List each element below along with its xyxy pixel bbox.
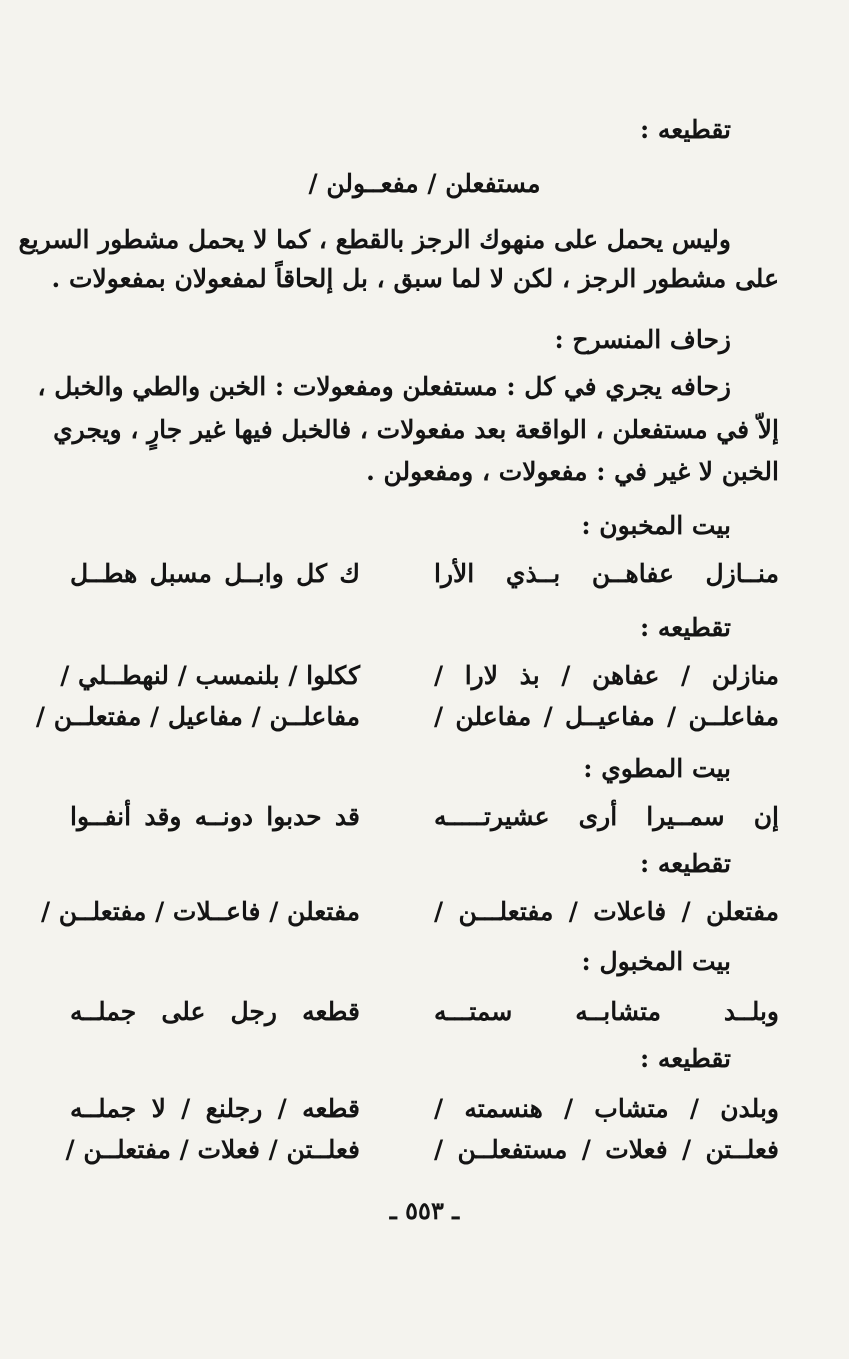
scansion-second-half: مفتعلن / فاعــلات / مفتعلــن /	[40, 897, 360, 926]
verse-heading-matwi: بيت المطوي :	[583, 754, 731, 783]
verse-second-hemistich: قد حدبوا دونــه وقد أنفــوا	[70, 802, 360, 831]
paragraph-line: وليس يحمل على منهوك الرجز بالقطع ، كما لا يحمل مشطور السريع	[18, 225, 731, 254]
scansion-second-half: ككلوا / بلنمسب / لنهطــلي /	[60, 661, 360, 690]
scansion-row	[70, 1092, 779, 1126]
section-heading-munsarih: زحاف المنسرح :	[554, 325, 731, 354]
scansion-first-half: وبلدن / متشاب / هنسمته /	[434, 1094, 779, 1123]
scansion-second-half: مفاعلــن / مفاعيل / مفتعلــن /	[35, 702, 360, 731]
scansion-row	[40, 895, 779, 929]
verse-heading-makhbul: بيت المخبول :	[581, 947, 731, 976]
scansion-first-half: مفتعلن / فاعلات / مفتعلـــن /	[434, 897, 779, 926]
scansion-line: مستفعلن / مفعــولن /	[308, 169, 541, 198]
scansion-row	[35, 700, 779, 734]
paragraph-line: الخبن لا غير في : مفعولات ، ومفعولن .	[366, 457, 779, 486]
paragraph-line: زحافه يجري في كل : مستفعلن ومفعولات : الخبن والطي والخبل ،	[37, 372, 731, 401]
scansion-first-half: فعلــتن / فعلات / مستفعلــن /	[434, 1135, 779, 1164]
scansion-heading: تقطيعه :	[639, 613, 731, 642]
verse-heading-makhbun: بيت المخبون :	[581, 511, 731, 540]
verse-second-hemistich: ك كل وابــل مسبل هطــل	[70, 559, 360, 588]
verse-first-hemistich: إن سمــيرا أرى عشيرتـــــه	[434, 802, 779, 831]
page-number: ـ ٥٥٣ ـ	[389, 1196, 460, 1225]
verse-makhbul	[70, 995, 779, 1029]
scansion-row	[65, 1133, 779, 1167]
verse-second-hemistich: قطعه رجل على جملــه	[70, 997, 360, 1026]
paragraph-line: على مشطور الرجز ، لكن لا لما سبق ، بل إلحاقاً لمفعولان بمفعولات .	[51, 264, 779, 293]
verse-makhbun	[70, 557, 779, 591]
scansion-first-half: منازلن / عفاهن / بذ لارا /	[434, 661, 779, 690]
verse-matwi	[70, 800, 779, 834]
scansion-first-half: مفاعلــن / مفاعيــل / مفاعلن /	[434, 702, 779, 731]
scansion-second-half: فعلــتن / فعلات / مفتعلــن /	[65, 1135, 360, 1164]
verse-first-hemistich: منــازل عفاهــن بــذي الأرا	[434, 559, 779, 588]
scansion-second-half: قطعه / رجلنع / لا جملــه	[70, 1094, 360, 1123]
paragraph-line: إلاّ في مستفعلن ، الواقعة بعد مفعولات ، فالخبل فيها غير جارٍ ، ويجري	[53, 415, 779, 444]
scansion-heading: تقطيعه :	[639, 849, 731, 878]
scansion-heading: تقطيعه :	[639, 115, 731, 144]
scansion-heading: تقطيعه :	[639, 1044, 731, 1073]
scansion-row	[60, 659, 779, 693]
verse-first-hemistich: وبلــد متشابــه سمتـــه	[434, 997, 779, 1026]
